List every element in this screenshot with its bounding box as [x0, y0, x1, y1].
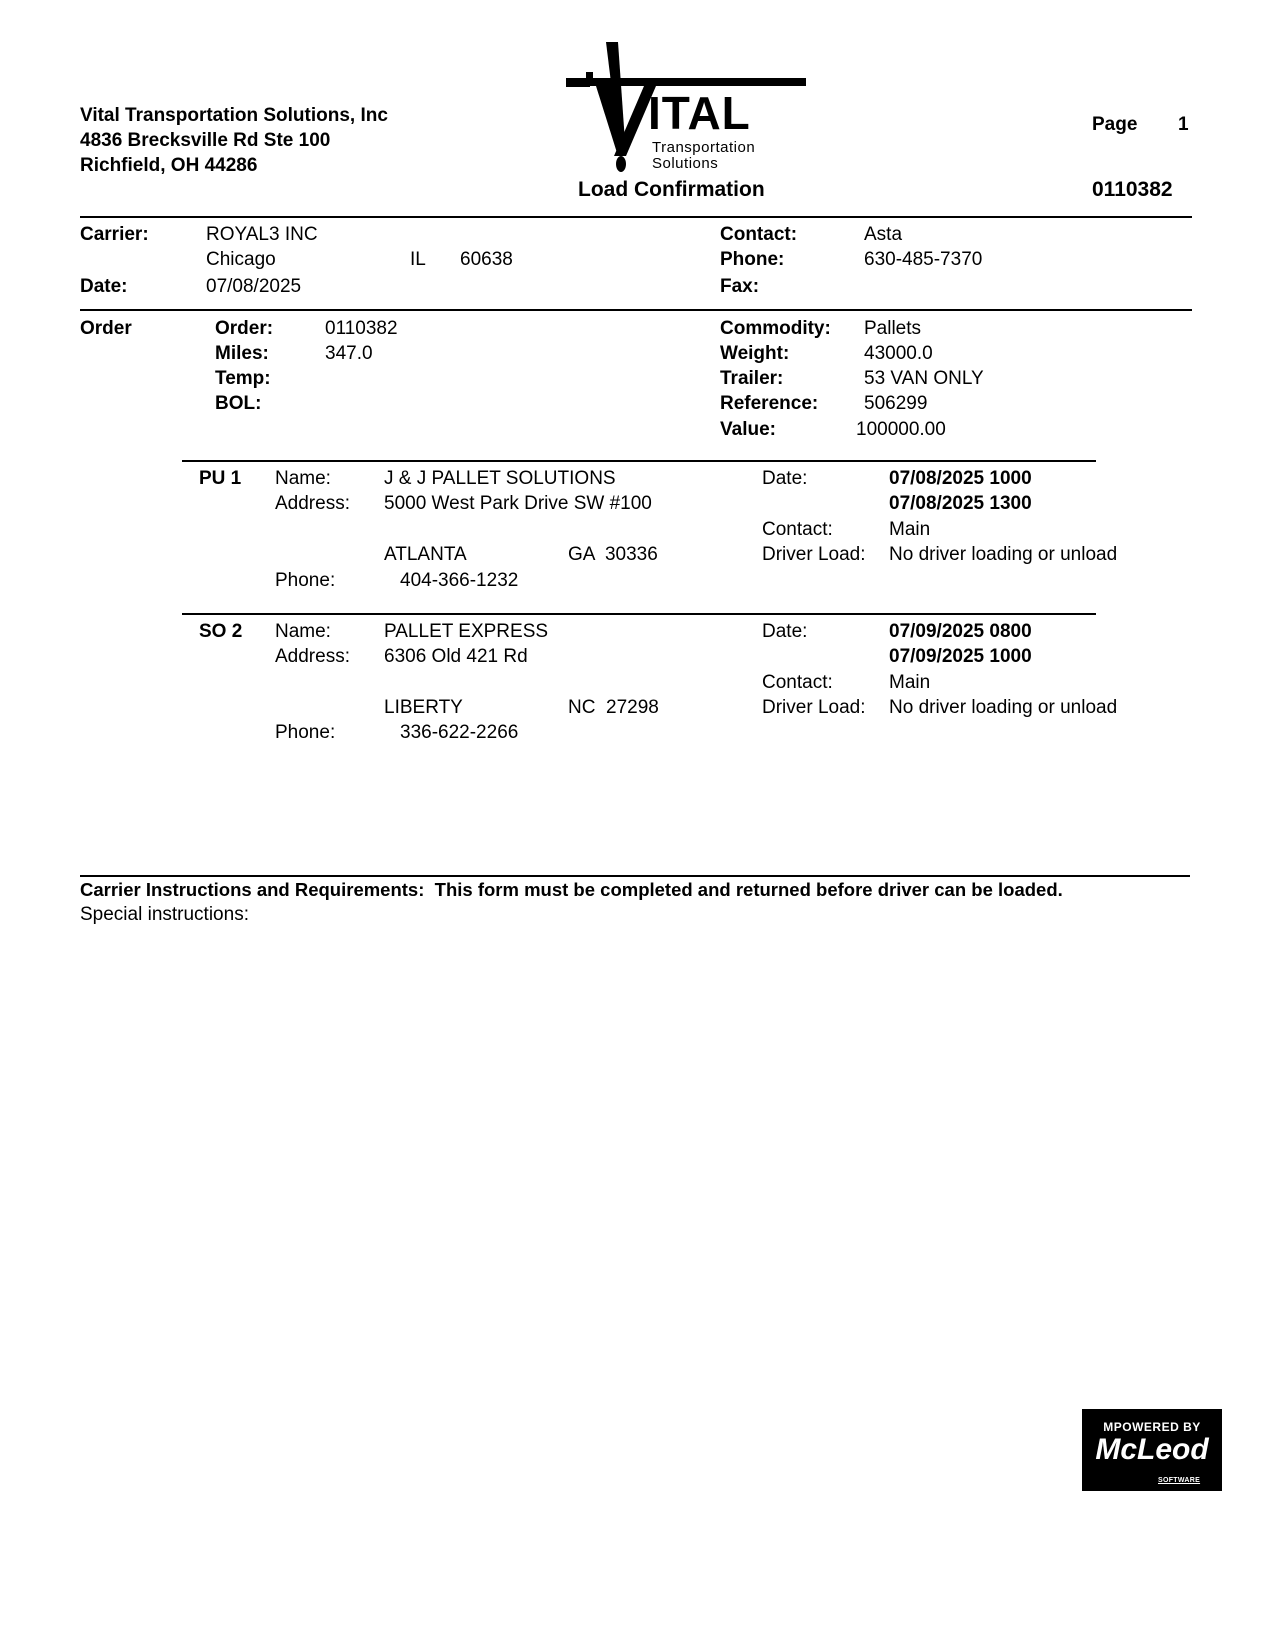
stop-2-address-label: Address: — [275, 646, 350, 667]
special-instructions-label: Special instructions: — [80, 904, 249, 925]
header-divider — [80, 216, 1192, 218]
stop-1-phone-label: Phone: — [275, 570, 336, 591]
stop-1-date-early: 07/08/2025 1000 — [889, 468, 1032, 489]
value-value: 100000.00 — [856, 419, 946, 440]
stop-1-divider — [182, 460, 1096, 462]
badge-sub-text: SOFTWARE — [1158, 1477, 1201, 1484]
weight-value: 43000.0 — [864, 343, 933, 364]
value-label: Value: — [720, 419, 776, 440]
reference-value: 506299 — [864, 393, 928, 414]
stop-2-state-zip: NC 27298 — [568, 697, 659, 718]
stop-1-contact-label: Contact: — [762, 519, 833, 540]
fax-label: Fax: — [720, 276, 760, 297]
temp-label: Temp: — [215, 368, 271, 389]
stop-1-date-late: 07/08/2025 1300 — [889, 493, 1032, 514]
company-address-line1: 4836 Brecksville Rd Ste 100 — [80, 130, 331, 151]
stop-1-date-label: Date: — [762, 468, 808, 489]
document-number: 0110382 — [1092, 178, 1173, 201]
miles-label: Miles: — [215, 343, 269, 364]
carrier-city: Chicago — [206, 249, 276, 270]
trailer-value: 53 VAN ONLY — [864, 368, 984, 389]
stop-2-code: SO 2 — [199, 621, 243, 642]
document-title: Load Confirmation — [578, 178, 765, 201]
stop-1-state-zip: GA 30336 — [568, 544, 658, 565]
vital-logo — [566, 38, 816, 178]
stop-1-address: 5000 West Park Drive SW #100 — [384, 493, 652, 514]
stop-2-address: 6306 Old 421 Rd — [384, 646, 528, 667]
stop-2-contact-label: Contact: — [762, 672, 833, 693]
stop-1-contact: Main — [889, 519, 931, 540]
contact-value: Asta — [864, 224, 903, 245]
contact-label: Contact: — [720, 224, 798, 245]
stop-2-name-label: Name: — [275, 621, 331, 642]
stop-1-city: ATLANTA — [384, 544, 467, 565]
phone-value: 630-485-7370 — [864, 249, 983, 270]
trailer-label: Trailer: — [720, 368, 784, 389]
bol-label: BOL: — [215, 393, 262, 414]
stop-2-date-late: 07/09/2025 1000 — [889, 646, 1032, 667]
company-address-line2: Richfield, OH 44286 — [80, 155, 258, 176]
stop-2-contact: Main — [889, 672, 931, 693]
phone-label: Phone: — [720, 249, 785, 270]
weight-label: Weight: — [720, 343, 790, 364]
carrier-zip: 60638 — [460, 249, 513, 270]
stop-2-date-early: 07/09/2025 0800 — [889, 621, 1032, 642]
logo-line1: Transportation — [652, 139, 756, 156]
stop-2-phone: 336-622-2266 — [400, 722, 519, 743]
stop-1-name-label: Name: — [275, 468, 331, 489]
stop-1-address-label: Address: — [275, 493, 350, 514]
order-section-label: Order — [80, 318, 132, 339]
carrier-date-label: Date: — [80, 276, 128, 297]
stop-1-driver-load-label: Driver Load: — [762, 544, 866, 565]
carrier-date: 07/08/2025 — [206, 276, 302, 297]
carrier-divider — [80, 309, 1192, 311]
stop-2-date-label: Date: — [762, 621, 808, 642]
logo-line2: Solutions — [652, 155, 719, 172]
carrier-name: ROYAL3 INC — [206, 224, 318, 245]
miles-value: 347.0 — [325, 343, 373, 364]
stop-2-divider — [182, 613, 1096, 615]
stop-1-code: PU 1 — [199, 468, 242, 489]
stop-2-city: LIBERTY — [384, 697, 463, 718]
page-number: 1 — [1178, 114, 1189, 135]
stop-1-driver-load: No driver loading or unload — [889, 544, 1118, 565]
stop-1-phone: 404-366-1232 — [400, 570, 519, 591]
page-label: Page — [1092, 114, 1138, 135]
instructions-heading: Carrier Instructions and Requirements: This form must be completed and returned before driver can be loaded. — [80, 879, 1063, 900]
commodity-label: Commodity: — [720, 318, 831, 339]
company-name: Vital Transportation Solutions, Inc — [80, 105, 388, 126]
order-label: Order: — [215, 318, 274, 339]
powered-by-badge — [1082, 1409, 1222, 1491]
order-value: 0110382 — [325, 318, 398, 339]
logo-word: ITAL — [648, 87, 751, 139]
badge-top-text: MPOWERED BY — [1103, 1420, 1201, 1434]
stop-2-driver-load: No driver loading or unload — [889, 697, 1118, 718]
reference-label: Reference: — [720, 393, 819, 414]
carrier-label: Carrier: — [80, 224, 149, 245]
stop-1-name: J & J PALLET SOLUTIONS — [384, 468, 616, 489]
instructions-divider — [80, 875, 1190, 877]
badge-name: McLeod — [1095, 1433, 1209, 1466]
stop-2-phone-label: Phone: — [275, 722, 336, 743]
stop-2-name: PALLET EXPRESS — [384, 621, 549, 642]
commodity-value: Pallets — [864, 318, 922, 339]
carrier-state: IL — [410, 249, 426, 270]
stop-2-driver-load-label: Driver Load: — [762, 697, 866, 718]
